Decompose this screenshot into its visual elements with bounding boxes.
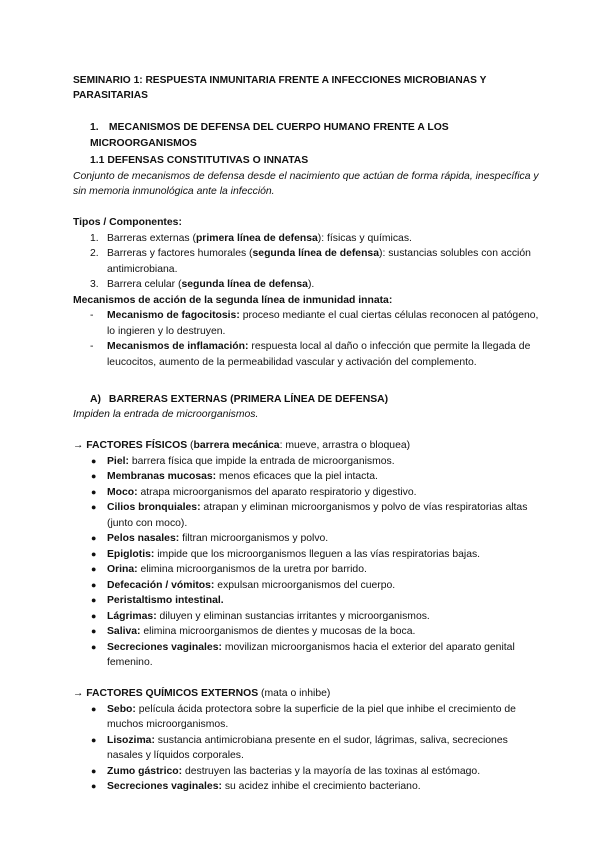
spacer [73,671,540,687]
bullet-icon: ● [91,564,97,574]
item-bold: Defecación / vómitos: [107,579,215,591]
item-text: atrapa microorganismos del aparato respiratorio y digestivo. [137,486,417,498]
list-item [73,308,540,339]
list-item [73,339,540,370]
item-text: impide que los microorganismos lleguen a las vías respiratorias bajas. [154,548,481,560]
item-text: filtran microorganismos y polvo. [179,533,329,544]
list-item [73,640,540,671]
list-item [73,485,540,501]
list-item [73,469,540,485]
tipos-heading-text: Tipos / Componentes: [73,217,182,228]
bullet-icon: ● [91,703,97,714]
item-bold: Secreciones vaginales: [107,641,222,653]
item-bold: Peristaltismo intestinal. [107,595,224,606]
fisicos-heading [73,438,540,454]
dash-marker: - [90,341,94,352]
item-text: expulsan microorganismos del cuerpo. [214,579,396,591]
bullet-icon: ● [91,781,97,791]
list-item [73,547,540,563]
mecanismos-heading [73,293,540,309]
list-number: 2. [90,248,99,259]
item-text: movilizan microorganismos hacia el exterior del aparato genital femenino. [107,641,515,668]
item-bold: Membranas mucosas: [107,471,217,482]
item-text: ): físicas y químicas. [317,232,412,244]
item-text: película ácida protectora sobre la superficie de la piel que inhibe el crecimiento de muchos microorganismos. [107,703,516,730]
arrow-icon: → [73,688,84,699]
tipos-heading [73,215,540,231]
item-text: menos eficaces que la piel intacta. [216,471,378,482]
item-text: elimina microorganismos de la uretra por barrido. [137,564,367,575]
item-bold: Mecanismo de fagocitosis: [107,310,240,321]
item-bold: segunda línea de defensa [252,248,379,259]
mecanismos-list [73,308,540,370]
list-item [73,779,540,795]
paren-text: : mueve, arrastra o bloquea) [279,440,411,451]
section-a-number: A) [90,393,101,405]
item-bold: Secreciones vaginales: [107,781,222,792]
item-text: Barreras externas ( [107,232,196,244]
bullet-icon: ● [91,548,97,559]
list-item [73,578,540,594]
bullet-icon: ● [91,626,97,636]
item-text: destruyen las bacterias y la mayoría de las toxinas al estómago. [182,765,481,777]
item-text: respuesta local al daño o infección que permite la llegada de leucocitos, aumento de la permeabilidad vascular y activación del complemento. [107,341,531,368]
item-text: su acidez inhibe el crecimiento bacteriano. [221,781,421,792]
list-item [73,562,540,578]
list-item [73,624,540,640]
item-text: elimina microorganismos de dientes y mucosas de la boca. [140,626,416,637]
arrow-icon: → [73,440,84,451]
bullet-icon: ● [91,579,97,590]
item-bold: Orina: [107,564,138,575]
spacer [73,200,540,216]
list-item [73,764,540,780]
list-item [73,246,540,277]
item-text: proceso mediante el cual ciertas células reconocen al patógeno, lo ingieren y lo destruyen. [107,310,539,337]
bullet-icon: ● [91,595,97,605]
item-text: sustancia antimicrobiana presente en el sudor, lágrimas, saliva, secreciones nasales y líquidos corporales. [107,734,508,761]
bullet-icon: ● [91,486,97,497]
bullet-icon: ● [91,502,97,512]
list-item [73,277,540,293]
section-a-description: Impiden la entrada de microorganismos. [73,409,259,420]
list-item [73,733,540,764]
list-number: 1. [90,232,99,244]
item-bold: Mecanismos de inflamación: [107,341,249,352]
bullet-icon: ● [91,610,97,621]
spacer [73,370,540,386]
list-item [73,593,540,609]
document-title: SEMINARIO 1: RESPUESTA INMUNITARIA FRENTE A INFECCIONES MICROBIANAS Y PARASITARIAS [73,75,487,101]
item-text: ). [307,279,315,290]
tipos-list [73,231,540,293]
item-bold: Sebo: [107,703,136,715]
item-text: barrera física que impide la entrada de microorganismos. [128,455,395,467]
item-bold: Lágrimas: [107,610,157,622]
list-item [73,609,540,625]
item-bold: Cilios bronquiales: [107,502,201,513]
bullet-icon: ● [91,765,97,776]
quimicos-list [73,702,540,795]
bullet-icon: ● [91,533,97,543]
definition-text: Conjunto de mecanismos de defensa desde el nacimiento que actúan de forma rápida, inespecífica y sin memoria inmunológica ante la infección. [73,170,539,197]
section-1-heading [73,120,540,151]
list-item [73,531,540,547]
bullet-icon: ● [91,641,97,652]
item-bold: Zumo gástrico: [107,765,183,777]
bullet-icon: ● [91,471,97,481]
mecanismos-heading-text: Mecanismos de acción de la segunda línea de inmunidad innata: [73,294,393,306]
item-text: ): sustancias solubles con acción antimicrobiana. [107,248,531,275]
item-bold: primera línea de defensa [195,232,318,244]
spacer [73,423,540,439]
item-bold: Pelos nasales: [107,533,180,544]
fisicos-list [73,454,540,671]
paren-text: ( [187,440,194,451]
section-a-heading [73,392,540,408]
list-item [73,231,540,247]
item-bold: Saliva: [107,626,141,637]
quimicos-heading-text: FACTORES QUÍMICOS EXTERNOS [86,688,259,699]
item-bold: segunda línea de defensa [181,279,308,290]
item-bold: Moco: [107,486,138,498]
list-item [73,702,540,733]
item-bold: Epiglotis: [107,548,155,560]
list-item [73,500,540,531]
item-bold: Piel: [107,455,129,467]
paren-bold: barrera mecánica [193,440,280,451]
bullet-icon: ● [91,455,97,466]
item-text: diluyen y eliminan sustancias irritantes y microorganismos. [156,610,430,622]
paren-text: (mata o inhibe) [258,688,331,699]
item-text: Barreras y factores humorales ( [107,248,253,259]
list-item [73,454,540,470]
item-text: atrapan y eliminan microorganismos y polvo de vías respiratorias altas (junto con moco). [107,502,528,529]
quimicos-heading [73,686,540,702]
section-a-text: BARRERAS EXTERNAS (PRIMERA LÍNEA DE DEFENSA) [108,393,389,405]
item-text: Barrera celular ( [107,279,182,290]
list-number: 3. [90,279,99,290]
bullet-icon: ● [91,734,97,745]
section-1-1-heading: 1.1 DEFENSAS CONSTITUTIVAS O INNATAS [90,155,309,166]
fisicos-heading-text: FACTORES FÍSICOS [86,440,188,451]
dash-marker: - [90,310,94,321]
section-1-text: MECANISMOS DE DEFENSA DEL CUERPO HUMANO FRENTE A LOS MICROORGANISMOS [90,122,449,149]
item-bold: Lisozima: [107,734,155,746]
section-1-number: 1. [90,122,99,133]
